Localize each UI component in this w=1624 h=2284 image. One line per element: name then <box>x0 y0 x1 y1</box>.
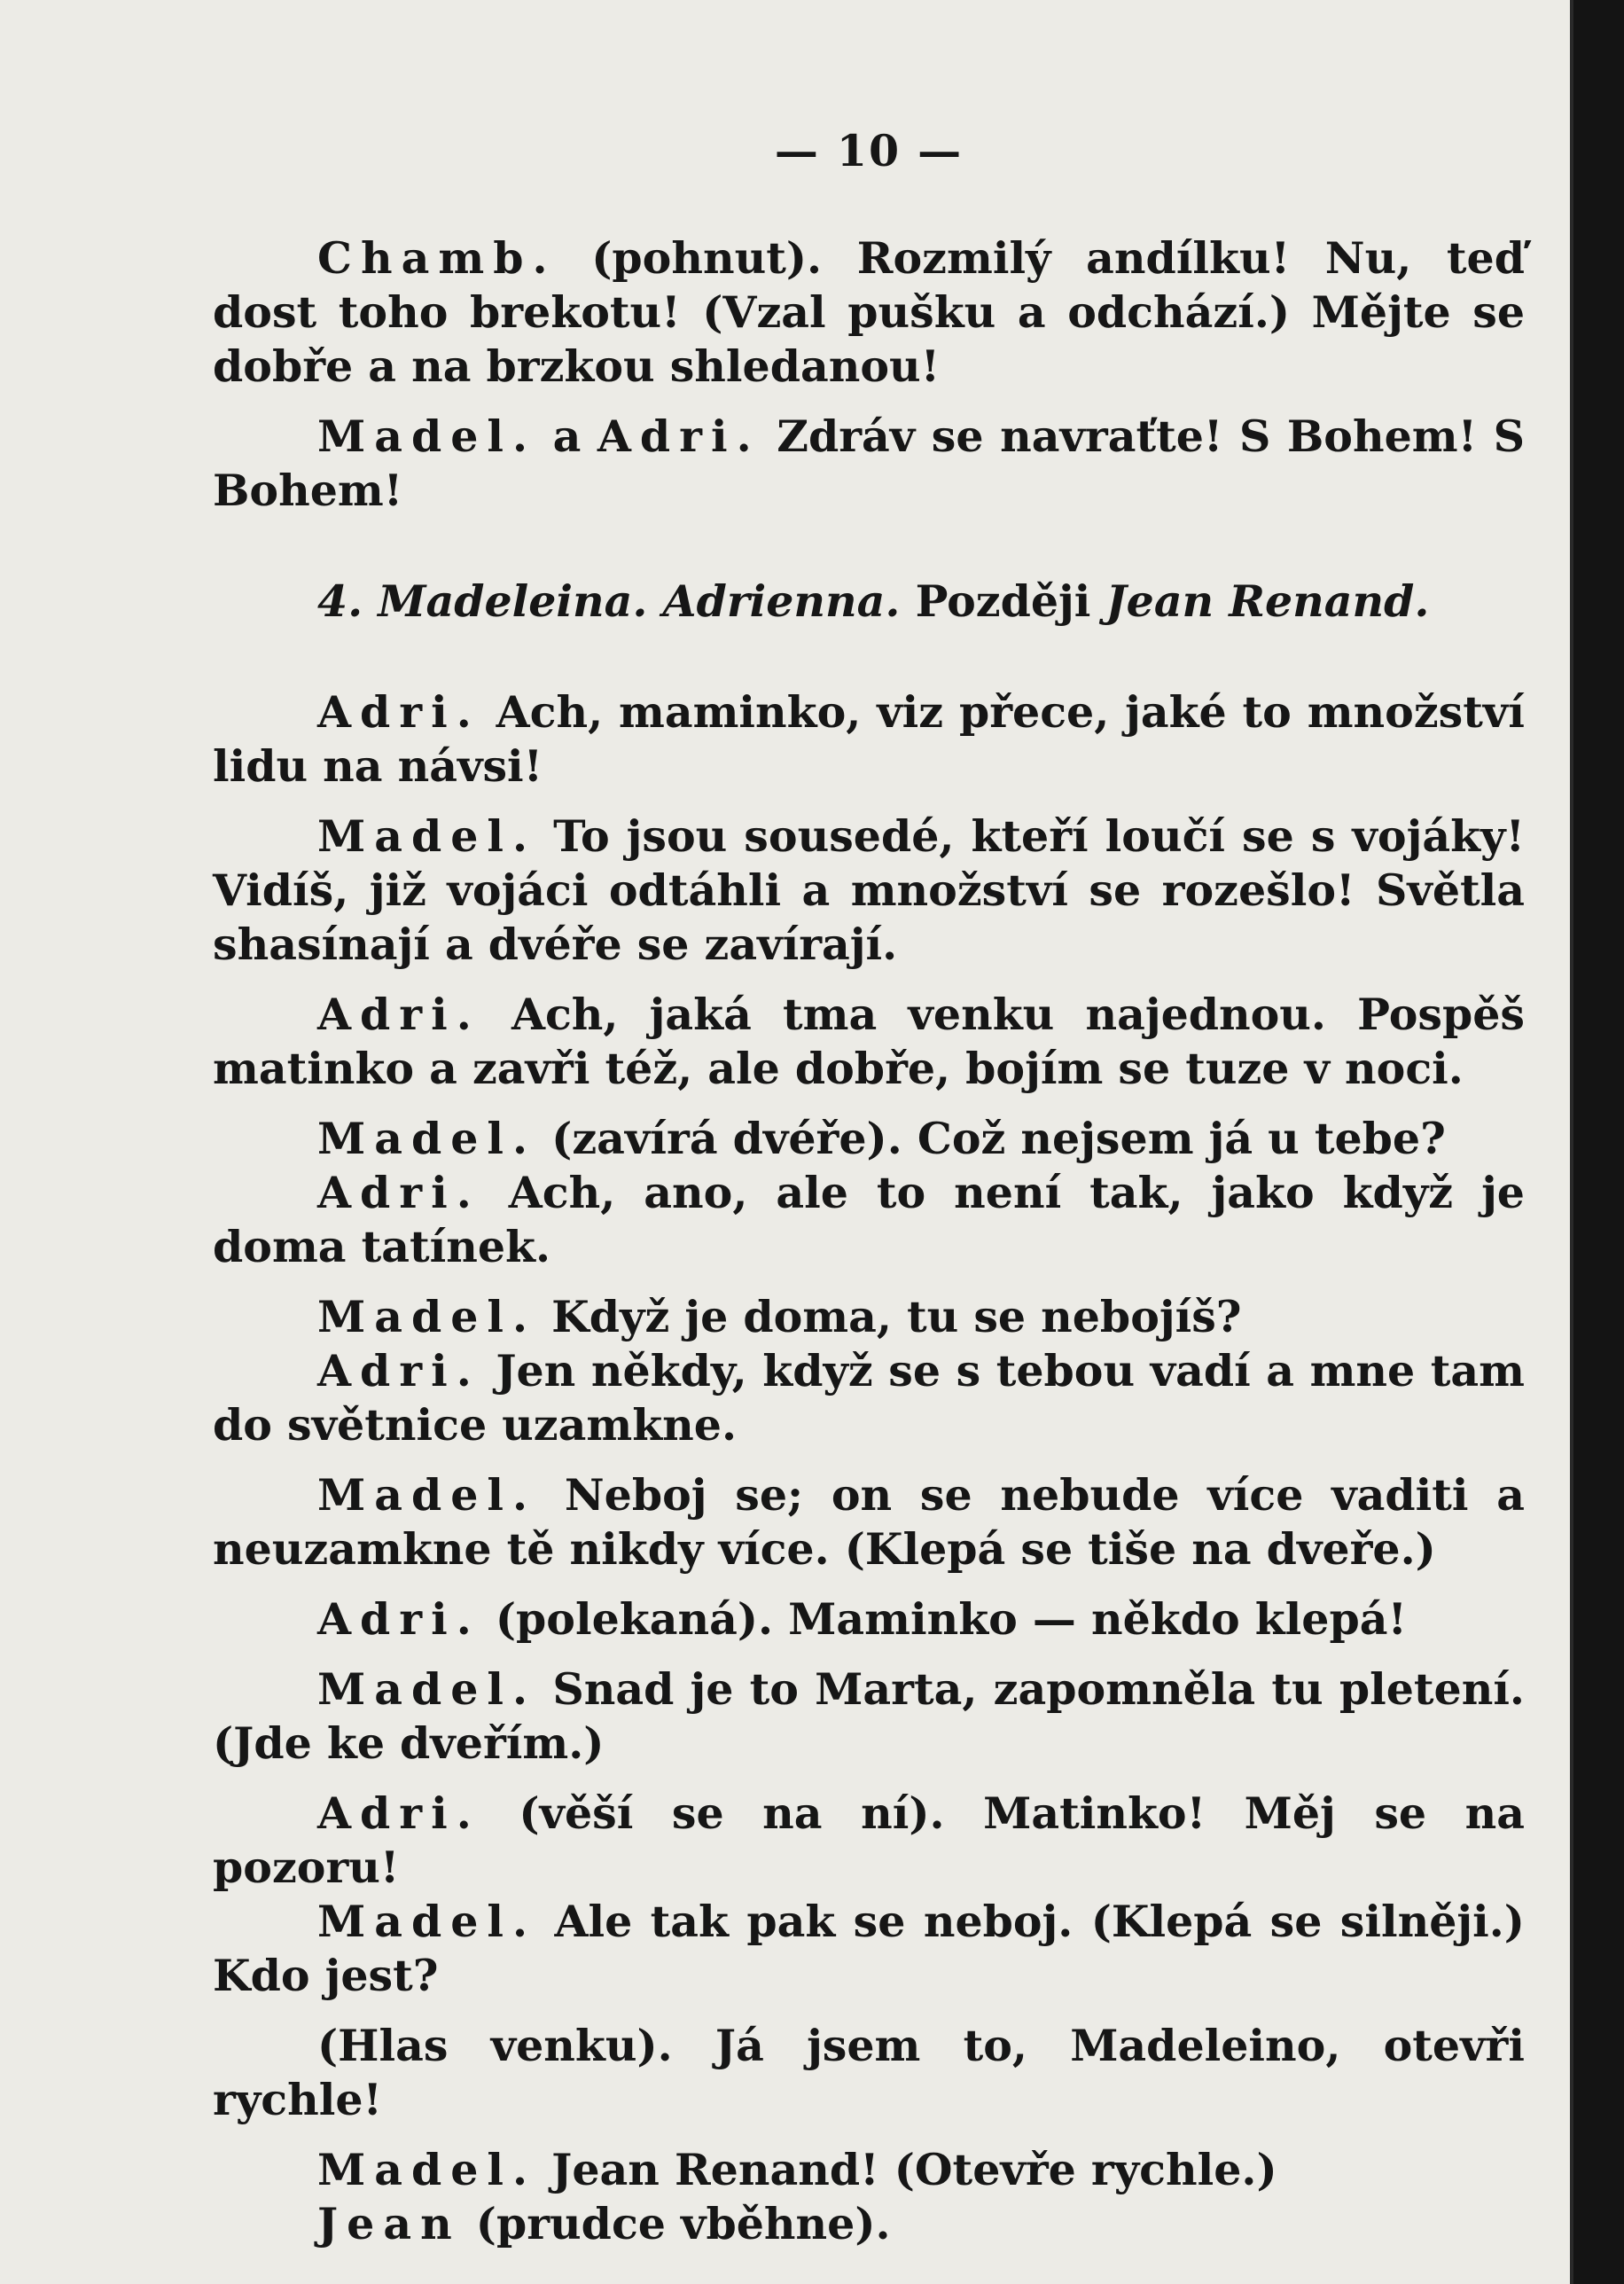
scene-character: Madeleina. <box>378 575 648 627</box>
speaker: Madel. <box>317 411 537 462</box>
scene-later: Později <box>915 575 1091 627</box>
line-text: (zavírá dvéře). Což nejsem já u tebe? <box>536 1113 1446 1164</box>
speaker: Adri. <box>317 1345 480 1396</box>
dialogue-line <box>213 1787 1525 1895</box>
speaker: Adri. <box>317 1787 480 1839</box>
line-text: Ach, jaká tma venku najednou. Pospěš matinko a zavři též, ale dobře, bojím se tuze v noci. <box>213 989 1525 1094</box>
speaker: Madel. <box>317 1896 537 1947</box>
speaker: Adri. <box>317 1167 480 1218</box>
speaker: Chamb. <box>317 232 557 284</box>
speaker: Adri. <box>317 989 480 1040</box>
speaker: Jean <box>317 2198 461 2249</box>
dialogue-line <box>213 810 1525 972</box>
conjunction: a <box>536 411 597 462</box>
dialogue-line <box>213 685 1525 794</box>
scene-character: Jean Renand. <box>1105 575 1430 627</box>
line-text: (pohnut). Rozmilý andílku! Nu, teď dost toho brekotu! (Vzal pušku a odchází.) Mějte se dobře a na brzkou shledanou! <box>213 232 1525 392</box>
line-text: Jean Renand! (Otevře rychle.) <box>536 2144 1277 2195</box>
speaker: Madel. <box>317 810 537 862</box>
dialogue-line <box>213 1592 1525 1647</box>
line-text: Ach, ano, ale to není tak, jako když je doma tatínek. <box>213 1167 1525 1272</box>
scene-number: 4. <box>317 575 363 627</box>
speaker: Madel. <box>317 1113 537 1164</box>
page-number: — 10 — <box>774 125 964 176</box>
speaker: Adri. <box>597 411 761 462</box>
line-text: Ach, maminko, viz přece, jaké to množství lidu na návsi! <box>213 686 1525 792</box>
line-text: (polekaná). Maminko — někdo klepá! <box>480 1593 1407 1645</box>
line-text: Neboj se; on se nebude více vaditi a neuzamkne tě nikdy více. (Klepá se tiše na dveře.) <box>213 1469 1525 1575</box>
page-text <box>213 124 1525 2251</box>
dialogue-line <box>213 1166 1525 1274</box>
speaker: Adri. <box>317 1593 480 1645</box>
speaker: Madel. <box>317 1469 537 1521</box>
line-text: (věší se na ní). Matinko! Měj se na pozoru! <box>213 1787 1525 1893</box>
dialogue-line <box>213 2143 1525 2197</box>
dialogue-line <box>213 1290 1525 1344</box>
speaker: Madel. <box>317 2144 537 2195</box>
line-text: (prudce vběhne). <box>460 2198 891 2249</box>
speaker: Adri. <box>317 686 480 738</box>
dialogue-line <box>213 988 1525 1096</box>
line-text: Když je doma, tu se nebojíš? <box>536 1291 1242 1342</box>
dialogue-line <box>213 2197 1525 2251</box>
line-text: (Hlas venku). Já jsem to, Madeleino, otevři rychle! <box>213 2020 1525 2125</box>
line-text: Snad je to Marta, zapomněla tu pletení. (Jde ke dveřím.) <box>213 1663 1525 1769</box>
line-text: Ale tak pak se neboj. (Klepá se silněji.) Kdo jest? <box>213 1896 1525 2001</box>
dialogue-line <box>213 1895 1525 2003</box>
dialogue-line <box>213 1468 1525 1576</box>
line-text: Jen někdy, když se s tebou vadí a mne tam do světnice uzamkne. <box>213 1345 1525 1451</box>
dialogue-line <box>213 2019 1525 2127</box>
line-text: Zdráv se navraťte! S Bohem! S Bohem! <box>213 411 1526 516</box>
scene-heading <box>213 575 1525 629</box>
dialogue-line <box>213 1344 1525 1452</box>
dialogue-line <box>213 231 1525 394</box>
dialogue-line <box>213 1662 1525 1771</box>
dialogue-line <box>213 410 1525 518</box>
speaker: Madel. <box>317 1663 537 1715</box>
scene-character: Adrienna. <box>662 575 901 627</box>
line-text: To jsou sousedé, kteří loučí se s vojáky! Vidíš, již vojáci odtáhli a množství se rozešlo! Světla shasínají a dvéře se zavírají. <box>213 810 1525 970</box>
dialogue-line <box>213 1112 1525 1166</box>
speaker: Madel. <box>317 1291 537 1342</box>
